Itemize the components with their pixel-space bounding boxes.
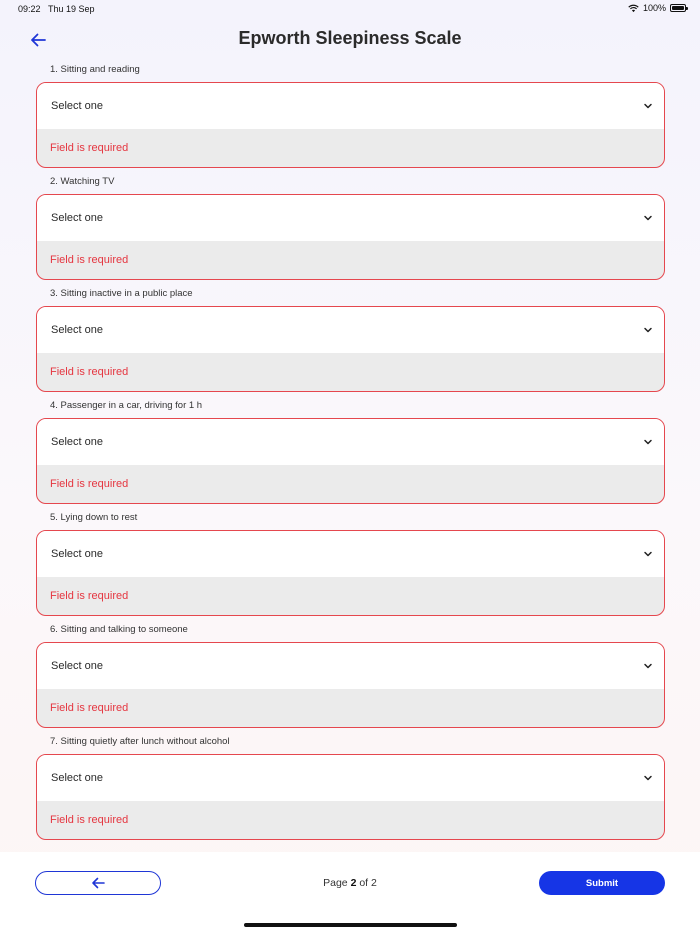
battery-percent: 100% [642,3,666,13]
chevron-down-icon [642,100,654,112]
chevron-down-icon [642,324,654,336]
chevron-down-icon [642,660,654,672]
chevron-down-icon [642,436,654,448]
answer-select-container [36,194,665,280]
question-label: 7. Sitting quietly after lunch without alcohol [50,736,230,747]
error-message: Field is required [50,366,129,378]
battery-icon [670,4,686,12]
chevron-down-icon [642,548,654,560]
question-label: 4. Passenger in a car, driving for 1 h [50,400,203,411]
question-label: 3. Sitting inactive in a public place [50,288,193,299]
error-message: Field is required [50,478,129,490]
page-total: 2 [371,877,377,889]
answer-select-container [36,82,665,168]
question-label: 1. Sitting and reading [50,64,140,75]
question-5 [36,510,665,622]
error-message: Field is required [50,814,129,826]
select-value: Select one [51,660,103,672]
select-value: Select one [51,548,103,560]
status-date: Thu 19 Sep [48,4,95,14]
status-bar [0,0,700,18]
page-separator: of [356,877,372,889]
question-label: 6. Sitting and talking to someone [50,624,188,635]
select-value: Select one [51,436,103,448]
chevron-down-icon [642,772,654,784]
answer-select-container [36,306,665,392]
answer-select[interactable] [37,531,664,577]
page-current: 2 [350,877,357,889]
status-time: 09:22 [18,4,41,14]
header [0,24,700,54]
question-4 [36,398,665,510]
status-right [628,3,686,13]
answer-select[interactable] [37,307,664,353]
select-value: Select one [51,100,103,112]
question-6 [36,622,665,734]
submit-button[interactable]: Submit [539,871,665,895]
select-value: Select one [51,324,103,336]
page-title: Epworth Sleepiness Scale [238,28,462,48]
answer-select[interactable] [37,419,664,465]
answer-select-container [36,418,665,504]
error-message: Field is required [50,590,129,602]
answer-select[interactable] [37,643,664,689]
question-label: 5. Lying down to rest [50,512,138,523]
home-indicator [244,923,457,927]
questionnaire-form [36,62,665,846]
answer-select-container [36,530,665,616]
select-value: Select one [51,772,103,784]
question-label: 2. Watching TV [50,176,115,187]
answer-select[interactable] [37,195,664,241]
wifi-icon [628,4,639,13]
error-message: Field is required [50,702,129,714]
answer-select[interactable] [37,755,664,801]
question-3 [36,286,665,398]
answer-select-container [36,642,665,728]
error-message: Field is required [50,254,129,266]
question-2 [36,174,665,286]
question-7 [36,734,665,846]
answer-select-container [36,754,665,840]
answer-select[interactable] [37,83,664,129]
question-1 [36,62,665,174]
page-prefix: Page [323,877,351,889]
error-message: Field is required [50,142,129,154]
select-value: Select one [51,212,103,224]
chevron-down-icon [642,212,654,224]
footer [0,852,700,933]
